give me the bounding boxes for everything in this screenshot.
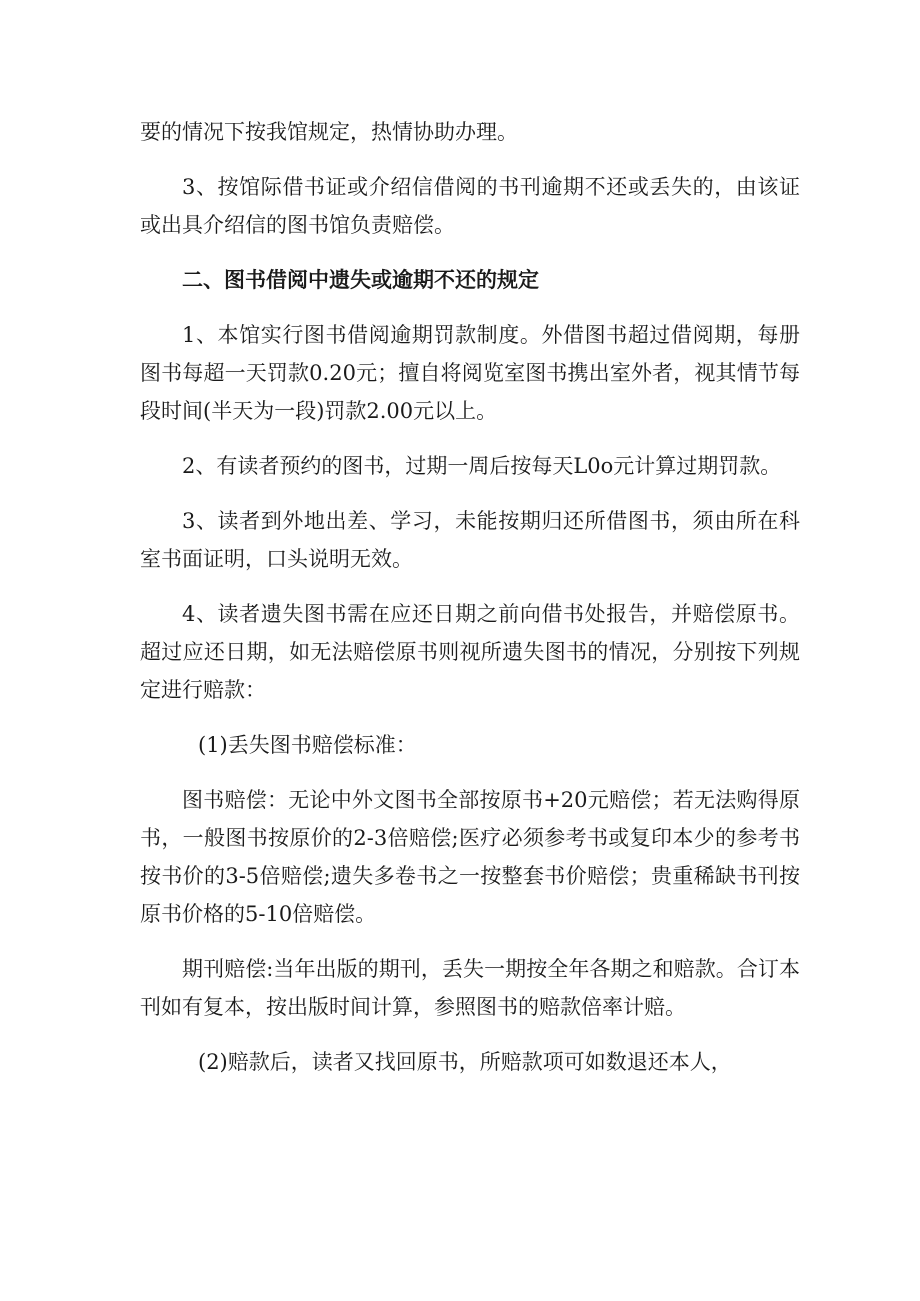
paragraph-journal-compensation: 期刊赔偿:当年出版的期刊，丢失一期按全年各期之和赔款。合订本刊如有复本，按出版时间计算，参照图书的赔款倍率计赔。 [140,957,800,1019]
document-body [140,113,800,1098]
paragraph-business-trip: 3、读者到外地出差、学习，未能按期归还所借图书，须由所在科室书面证明，口头说明无效。 [140,509,800,571]
paragraph-continuation: 要的情况下按我馆规定，热情协助办理。 [140,120,518,144]
section-heading: 二、图书借阅中遗失或逾期不还的规定 [182,268,539,292]
paragraph-book-compensation: 图书赔偿：无论中外文图书全部按原书+20元赔偿；若无法购得原书，一般图书按原价的2-3倍赔偿;医疗必须参考书或复印本少的参考书按书价的3-5倍赔偿;遗失多卷书之一按整套书价赔偿；贵重稀缺书刊按原书价格的5-10倍赔偿。 [140,788,800,926]
paragraph-overdue-fine: 1、本馆实行图书借阅逾期罚款制度。外借图书超过借阅期，每册图书每超一天罚款0.20元；擅自将阅览室图书携出室外者，视其情节每段时间(半天为一段)罚款2.00元以上。 [140,323,800,423]
paragraph-reservation-fine: 2、有读者预约的图书，过期一周后按每天L0o元计算过期罚款。 [182,454,782,478]
paragraph-lost-book-report: 4、读者遗失图书需在应还日期之前向借书处报告，并赔偿原书。超过应还日期，如无法赔偿原书则视所遗失图书的情况，分别按下列规定进行赔款： [140,602,800,702]
subheading-lost-book-standard: (1)丢失图书赔偿标准： [198,733,417,757]
paragraph-interlibrary-loan: 3、按馆际借书证或介绍信借阅的书刊逾期不还或丢失的，由该证或出具介绍信的图书馆负责赔偿。 [140,175,800,237]
paragraph-refund: (2)赔款后，读者又找回原书，所赔款项可如数退还本人， [198,1050,732,1074]
